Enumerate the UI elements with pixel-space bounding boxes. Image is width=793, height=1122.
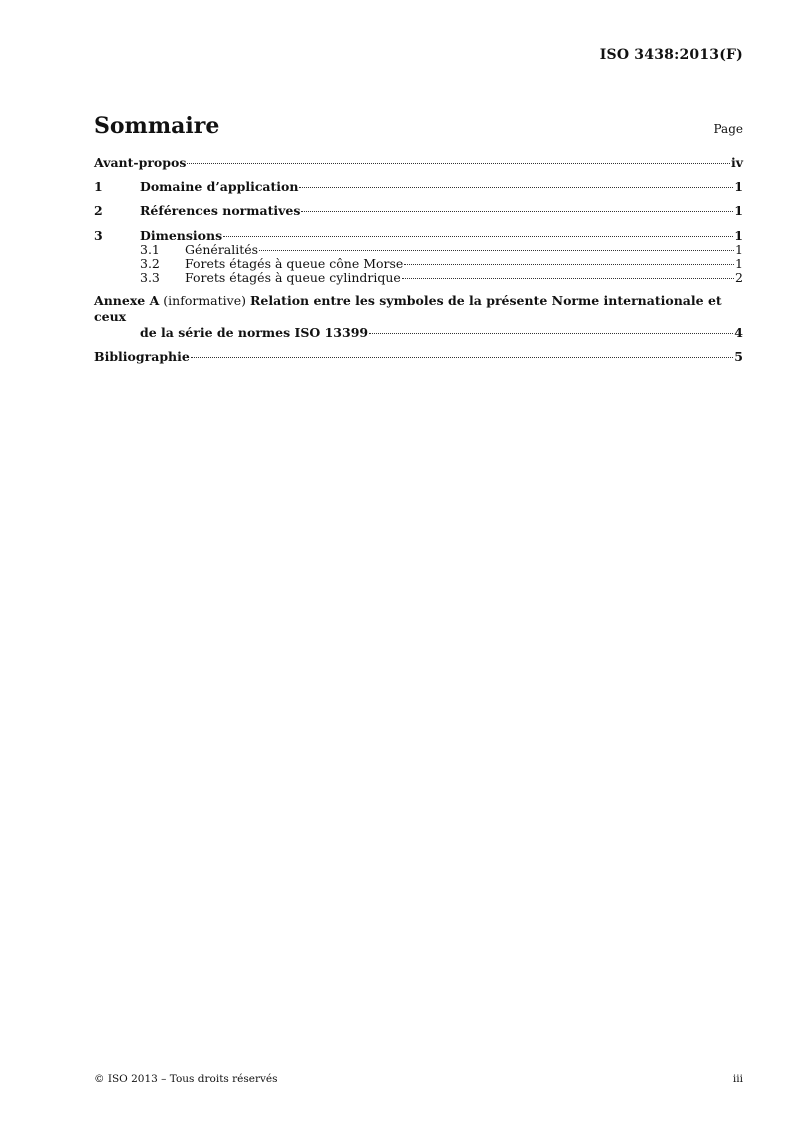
dot-leader bbox=[301, 211, 733, 212]
dot-leader bbox=[369, 333, 733, 334]
toc-entry-title: Domaine d’application bbox=[140, 179, 299, 194]
dot-leader bbox=[404, 264, 734, 265]
annex-second-line bbox=[94, 325, 743, 341]
toc-entry-page: 1 bbox=[734, 179, 743, 194]
toc-entry-cylindrical-shank-drills[interactable] bbox=[94, 271, 743, 285]
toc-entry-number: 3 bbox=[94, 228, 103, 243]
toc-entry-title: Bibliographie bbox=[94, 349, 190, 364]
dot-leader bbox=[259, 250, 734, 251]
toc-entry-annex-a[interactable] bbox=[94, 293, 743, 341]
page-number: iii bbox=[732, 1073, 743, 1085]
toc-entry-page: iv bbox=[730, 155, 743, 170]
toc-entry-number: 1 bbox=[94, 179, 103, 194]
toc-entry-page: 2 bbox=[735, 270, 743, 285]
annex-title-line1: Relation entre les symboles de la présente Norme internationale et ceux bbox=[94, 293, 722, 324]
toc-entry-title: Dimensions bbox=[140, 228, 223, 243]
toc-entry-number: 3.1 bbox=[140, 242, 160, 257]
dot-leader bbox=[187, 163, 730, 164]
toc-page-column-label: Page bbox=[713, 122, 743, 136]
standard-identifier: ISO 3438:2013(F) bbox=[599, 47, 743, 63]
toc-entry-title: Avant-propos bbox=[94, 155, 187, 170]
toc-title: Sommaire bbox=[94, 113, 220, 139]
toc-header bbox=[94, 113, 743, 139]
toc-entry-page: 5 bbox=[734, 349, 743, 364]
toc-entry-page: 4 bbox=[734, 325, 743, 340]
toc-entry-normative-references[interactable] bbox=[94, 204, 743, 218]
annex-type: (informative) bbox=[163, 293, 246, 308]
dot-leader bbox=[191, 357, 733, 358]
toc-entry-page: 1 bbox=[735, 256, 743, 271]
toc-entry-number: 3.3 bbox=[140, 270, 160, 285]
copyright-notice: © ISO 2013 – Tous droits réservés bbox=[94, 1073, 278, 1085]
page-footer bbox=[94, 1073, 743, 1085]
toc-entry-title: Références normatives bbox=[140, 203, 301, 218]
dot-leader bbox=[223, 236, 733, 237]
toc-entry-morse-taper-drills[interactable] bbox=[94, 257, 743, 271]
toc-entry-title: Généralités bbox=[185, 242, 259, 257]
toc-entry-scope[interactable] bbox=[94, 180, 743, 194]
toc-entry-foreword[interactable] bbox=[94, 156, 743, 170]
dot-leader bbox=[299, 187, 733, 188]
annex-title-line2: de la série de normes ISO 13399 bbox=[140, 325, 369, 340]
toc-entry-title: Forets étagés à queue cône Morse bbox=[185, 256, 404, 271]
toc-entry-general[interactable] bbox=[94, 243, 743, 257]
table-of-contents bbox=[94, 156, 743, 364]
toc-entry-bibliography[interactable] bbox=[94, 350, 743, 364]
toc-entry-page: 1 bbox=[734, 228, 743, 243]
toc-entry-title: Forets étagés à queue cylindrique bbox=[185, 270, 401, 285]
annex-first-line bbox=[94, 293, 743, 325]
dot-leader bbox=[402, 278, 734, 279]
toc-entry-number: 2 bbox=[94, 203, 103, 218]
toc-entry-page: 1 bbox=[734, 203, 743, 218]
annex-label: Annexe A bbox=[94, 293, 160, 308]
toc-entry-page: 1 bbox=[735, 242, 743, 257]
toc-entry-dimensions[interactable] bbox=[94, 229, 743, 243]
toc-entry-number: 3.2 bbox=[140, 256, 160, 271]
